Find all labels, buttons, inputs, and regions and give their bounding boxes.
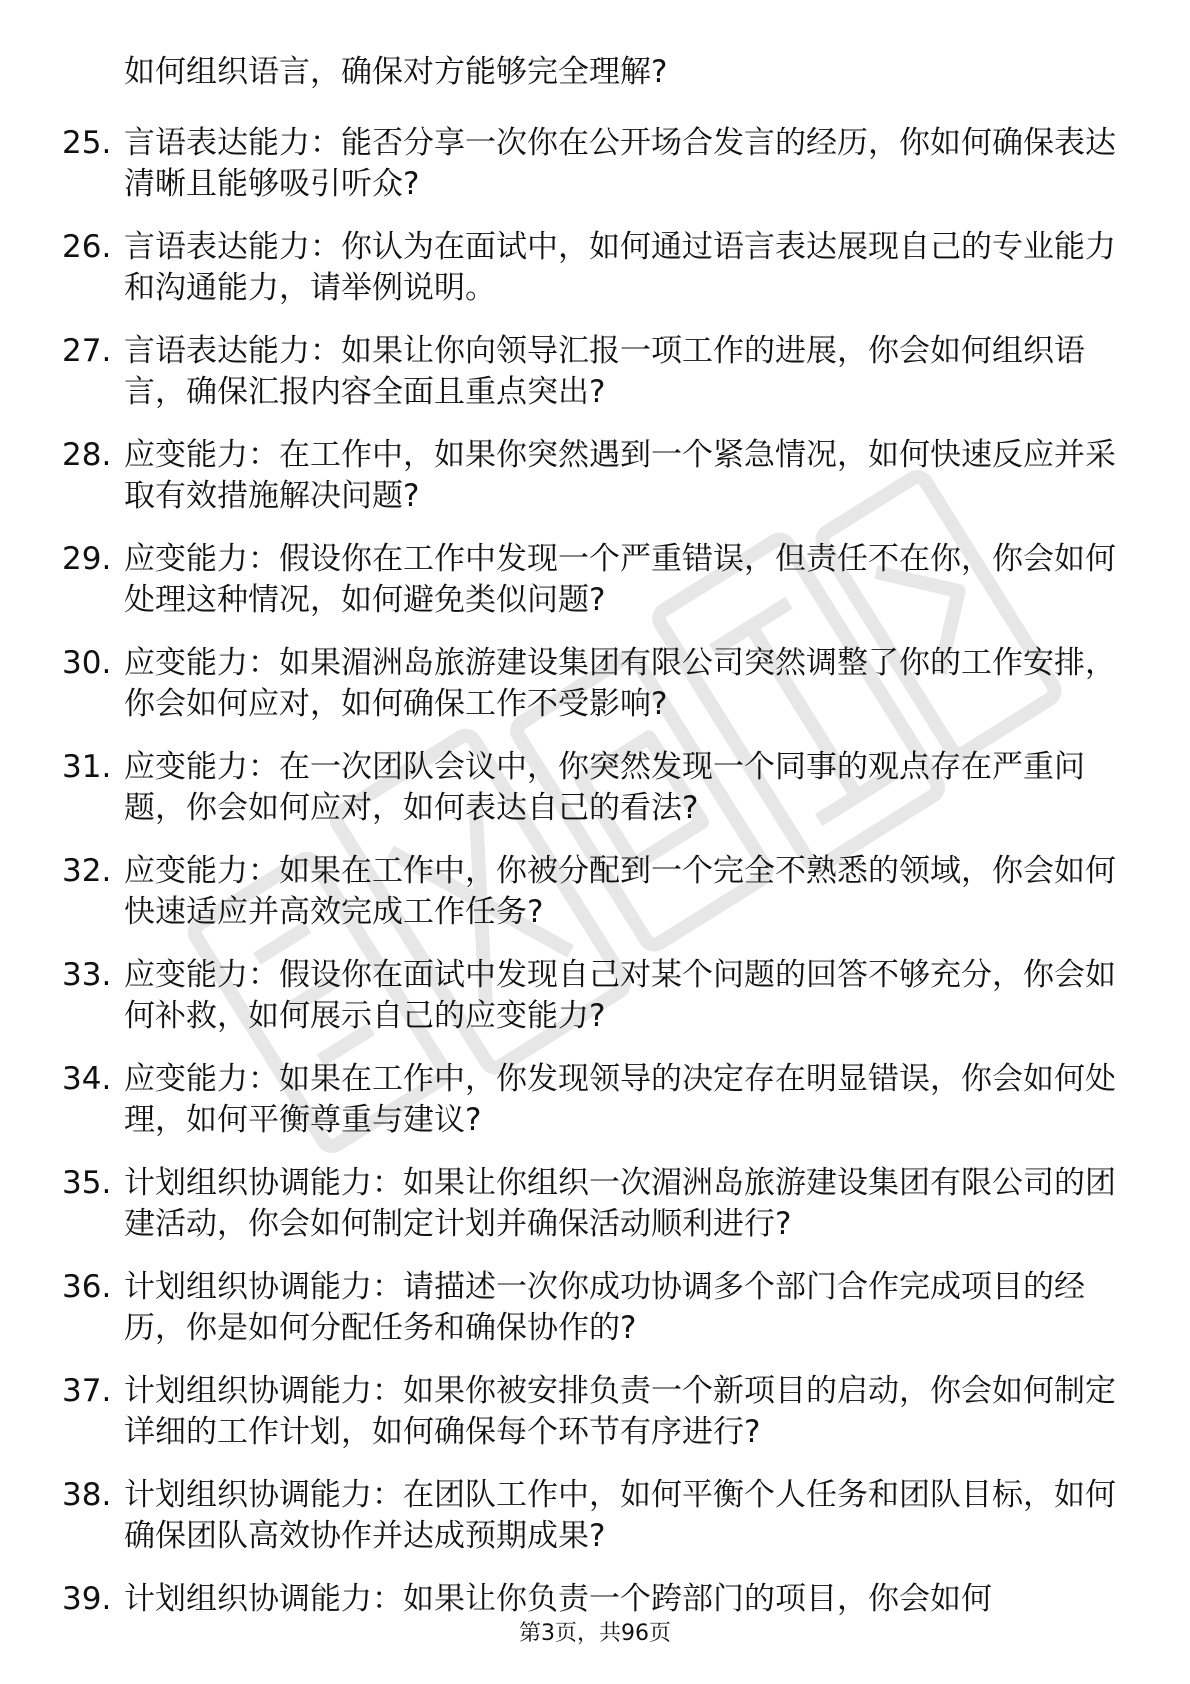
list-item bbox=[62, 435, 1122, 517]
question-number: 31. bbox=[62, 749, 112, 785]
question-text: 言语表达能力：能否分享一次你在公开场合发言的经历，你如何确保表达清晰且能够吸引听众? bbox=[124, 125, 1116, 202]
question-text: 应变能力：假设你在工作中发现一个严重错误，但责任不在你，你会如何处理这种情况，如何避免类似问题? bbox=[124, 541, 1116, 618]
question-text: 言语表达能力：你认为在面试中，如何通过语言表达展现自己的专业能力和沟通能力，请举例说明。 bbox=[124, 229, 1116, 306]
list-item bbox=[62, 1371, 1122, 1453]
list-item bbox=[62, 1163, 1122, 1245]
list-item bbox=[62, 331, 1122, 413]
continued-question-text: 如何组织语言，确保对方能够完全理解? bbox=[124, 54, 668, 90]
question-text: 言语表达能力：如果让你向领导汇报一项工作的进展，你会如何组织语言，确保汇报内容全面且重点突出? bbox=[124, 333, 1085, 410]
question-text: 计划组织协调能力：如果你被安排负责一个新项目的启动，你会如何制定详细的工作计划，如何确保每个环节有序进行? bbox=[124, 1373, 1116, 1450]
list-item bbox=[62, 851, 1122, 933]
question-number: 34. bbox=[62, 1061, 112, 1097]
question-number: 32. bbox=[62, 853, 112, 889]
question-number: 25. bbox=[62, 125, 112, 161]
list-item bbox=[62, 1579, 1122, 1620]
question-number: 37. bbox=[62, 1373, 112, 1409]
question-number: 35. bbox=[62, 1165, 112, 1201]
page-number-footer: 第3页，共96页 bbox=[519, 1621, 671, 1646]
question-number: 29. bbox=[62, 541, 112, 577]
question-text: 应变能力：如果在工作中，你发现领导的决定存在明显错误，你会如何处理，如何平衡尊重与建议? bbox=[124, 1061, 1116, 1138]
question-number: 38. bbox=[62, 1477, 112, 1513]
list-item bbox=[62, 1475, 1122, 1557]
question-text: 计划组织协调能力：如果让你负责一个跨部门的项目，你会如何 bbox=[124, 1581, 992, 1617]
question-text: 计划组织协调能力：如果让你组织一次湄洲岛旅游建设集团有限公司的团建活动，你会如何制定计划并确保活动顺利进行? bbox=[124, 1165, 1116, 1242]
question-number: 36. bbox=[62, 1269, 112, 1305]
question-number: 26. bbox=[62, 229, 112, 265]
question-number: 39. bbox=[62, 1581, 112, 1617]
list-item bbox=[62, 123, 1122, 205]
question-number: 33. bbox=[62, 957, 112, 993]
question-number: 27. bbox=[62, 333, 112, 369]
question-text: 计划组织协调能力：请描述一次你成功协调多个部门合作完成项目的经历，你是如何分配任务和确保协作的? bbox=[124, 1269, 1085, 1346]
list-item bbox=[62, 747, 1122, 829]
question-text: 计划组织协调能力：在团队工作中，如何平衡个人任务和团队目标，如何确保团队高效协作并达成预期成果? bbox=[124, 1477, 1116, 1554]
question-text: 应变能力：如果在工作中，你被分配到一个完全不熟悉的领域，你会如何快速适应并高效完成工作任务? bbox=[124, 853, 1116, 930]
question-list bbox=[62, 52, 1122, 1642]
question-text: 应变能力：如果湄洲岛旅游建设集团有限公司突然调整了你的工作安排，你会如何应对，如何确保工作不受影响? bbox=[124, 645, 1116, 722]
question-number: 30. bbox=[62, 645, 112, 681]
list-item bbox=[62, 227, 1122, 309]
question-text: 应变能力：在一次团队会议中，你突然发现一个同事的观点存在严重问题，你会如何应对，如何表达自己的看法? bbox=[124, 749, 1085, 826]
question-text: 应变能力：在工作中，如果你突然遇到一个紧急情况，如何快速反应并采取有效措施解决问题? bbox=[124, 437, 1116, 514]
list-item bbox=[62, 1267, 1122, 1349]
list-item bbox=[62, 955, 1122, 1037]
list-item bbox=[62, 539, 1122, 621]
list-item bbox=[62, 1059, 1122, 1141]
list-item bbox=[62, 643, 1122, 725]
question-number: 28. bbox=[62, 437, 112, 473]
question-text: 应变能力：假设你在面试中发现自己对某个问题的回答不够充分，你会如何补救，如何展示自己的应变能力? bbox=[124, 957, 1116, 1034]
